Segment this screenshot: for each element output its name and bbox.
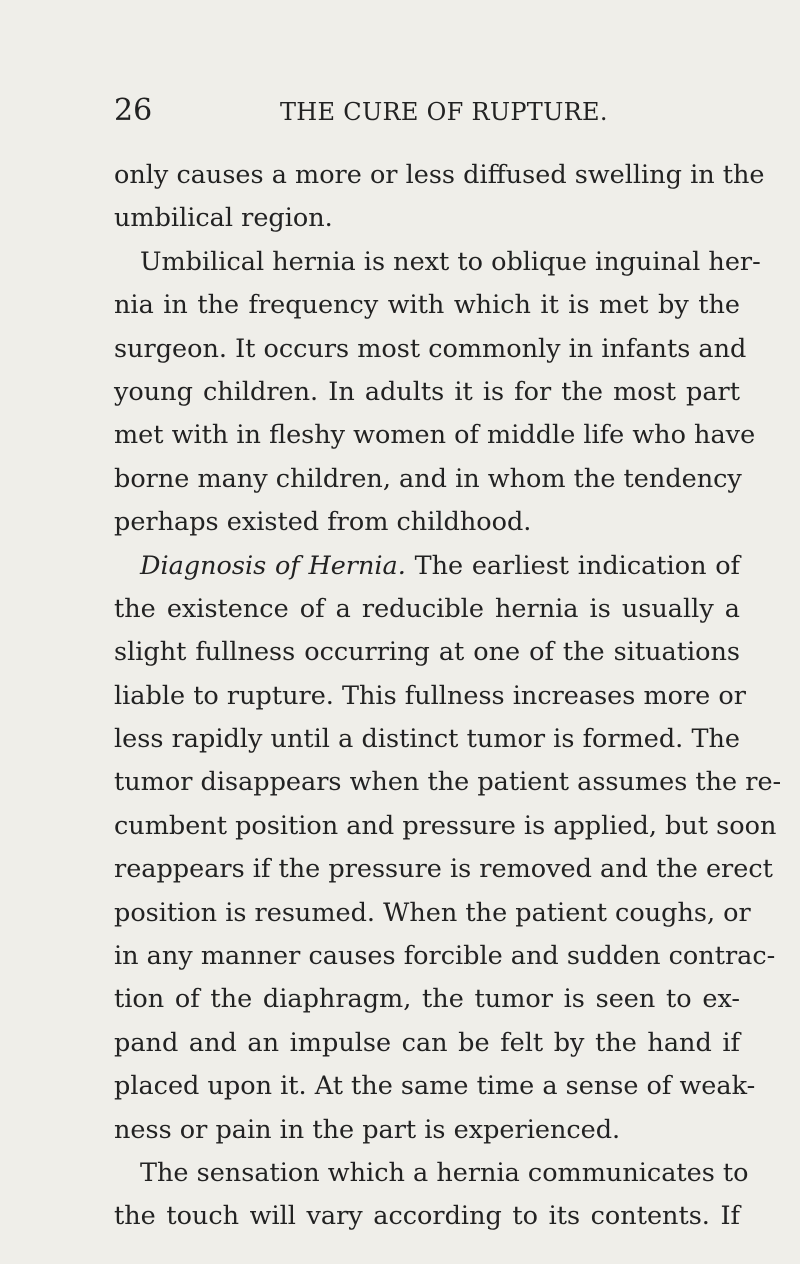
text-line: reappears if the pressure is removed and the erect bbox=[114, 854, 773, 885]
running-head bbox=[114, 93, 754, 136]
text-line: ness or pain in the part is experienced. bbox=[114, 1114, 621, 1145]
text-line: met with in fleshy women of middle life who have bbox=[114, 420, 756, 451]
text-line: borne many children, and in whom the tendency bbox=[114, 463, 742, 494]
text-line: in any manner causes forcible and sudden contrac- bbox=[114, 941, 776, 972]
text-line: placed upon it. At the same time a sense of weak- bbox=[114, 1071, 756, 1102]
running-title: THE CURE OF RUPTURE. bbox=[280, 98, 608, 126]
paragraph-start-line: The sensation which a hernia communicates to bbox=[140, 1157, 749, 1188]
text-line: young children. In adults it is for the most part bbox=[114, 376, 740, 407]
text-line: surgeon. It occurs most commonly in infants and bbox=[114, 333, 747, 364]
text-line: less rapidly until a distinct tumor is formed. The bbox=[114, 724, 740, 755]
body-text bbox=[114, 159, 782, 1244]
text-line: tumor disappears when the patient assumes the re- bbox=[114, 767, 782, 798]
text-line: the existence of a reducible hernia is usually a bbox=[114, 593, 740, 624]
text-line: only causes a more or less diffused swelling in the bbox=[114, 160, 765, 190]
page-number: 26 bbox=[114, 93, 153, 128]
text-line: tion of the diaphragm, the tumor is seen to ex- bbox=[114, 984, 740, 1015]
text-fragment: The earliest indication of bbox=[414, 550, 740, 581]
paragraph-start-line: Umbilical hernia is next to oblique inguinal her- bbox=[140, 246, 761, 277]
section-heading: Diagnosis of Hernia. bbox=[140, 550, 406, 581]
paragraph-start-line bbox=[114, 550, 740, 593]
text-line: pand and an impulse can be felt by the hand if bbox=[114, 1027, 740, 1058]
text-line: umbilical region. bbox=[114, 203, 333, 234]
text-line: liable to rupture. This fullness increases more or bbox=[114, 680, 746, 711]
text-line: cumbent position and pressure is applied, but soon bbox=[114, 810, 777, 841]
text-line: perhaps existed from childhood. bbox=[114, 507, 532, 538]
text-line: nia in the frequency with which it is met by the bbox=[114, 290, 740, 321]
text-line: slight fullness occurring at one of the situations bbox=[114, 637, 740, 668]
text-line: position is resumed. When the patient coughs, or bbox=[114, 897, 751, 928]
text-line: the touch will vary according to its contents. If bbox=[114, 1201, 740, 1232]
